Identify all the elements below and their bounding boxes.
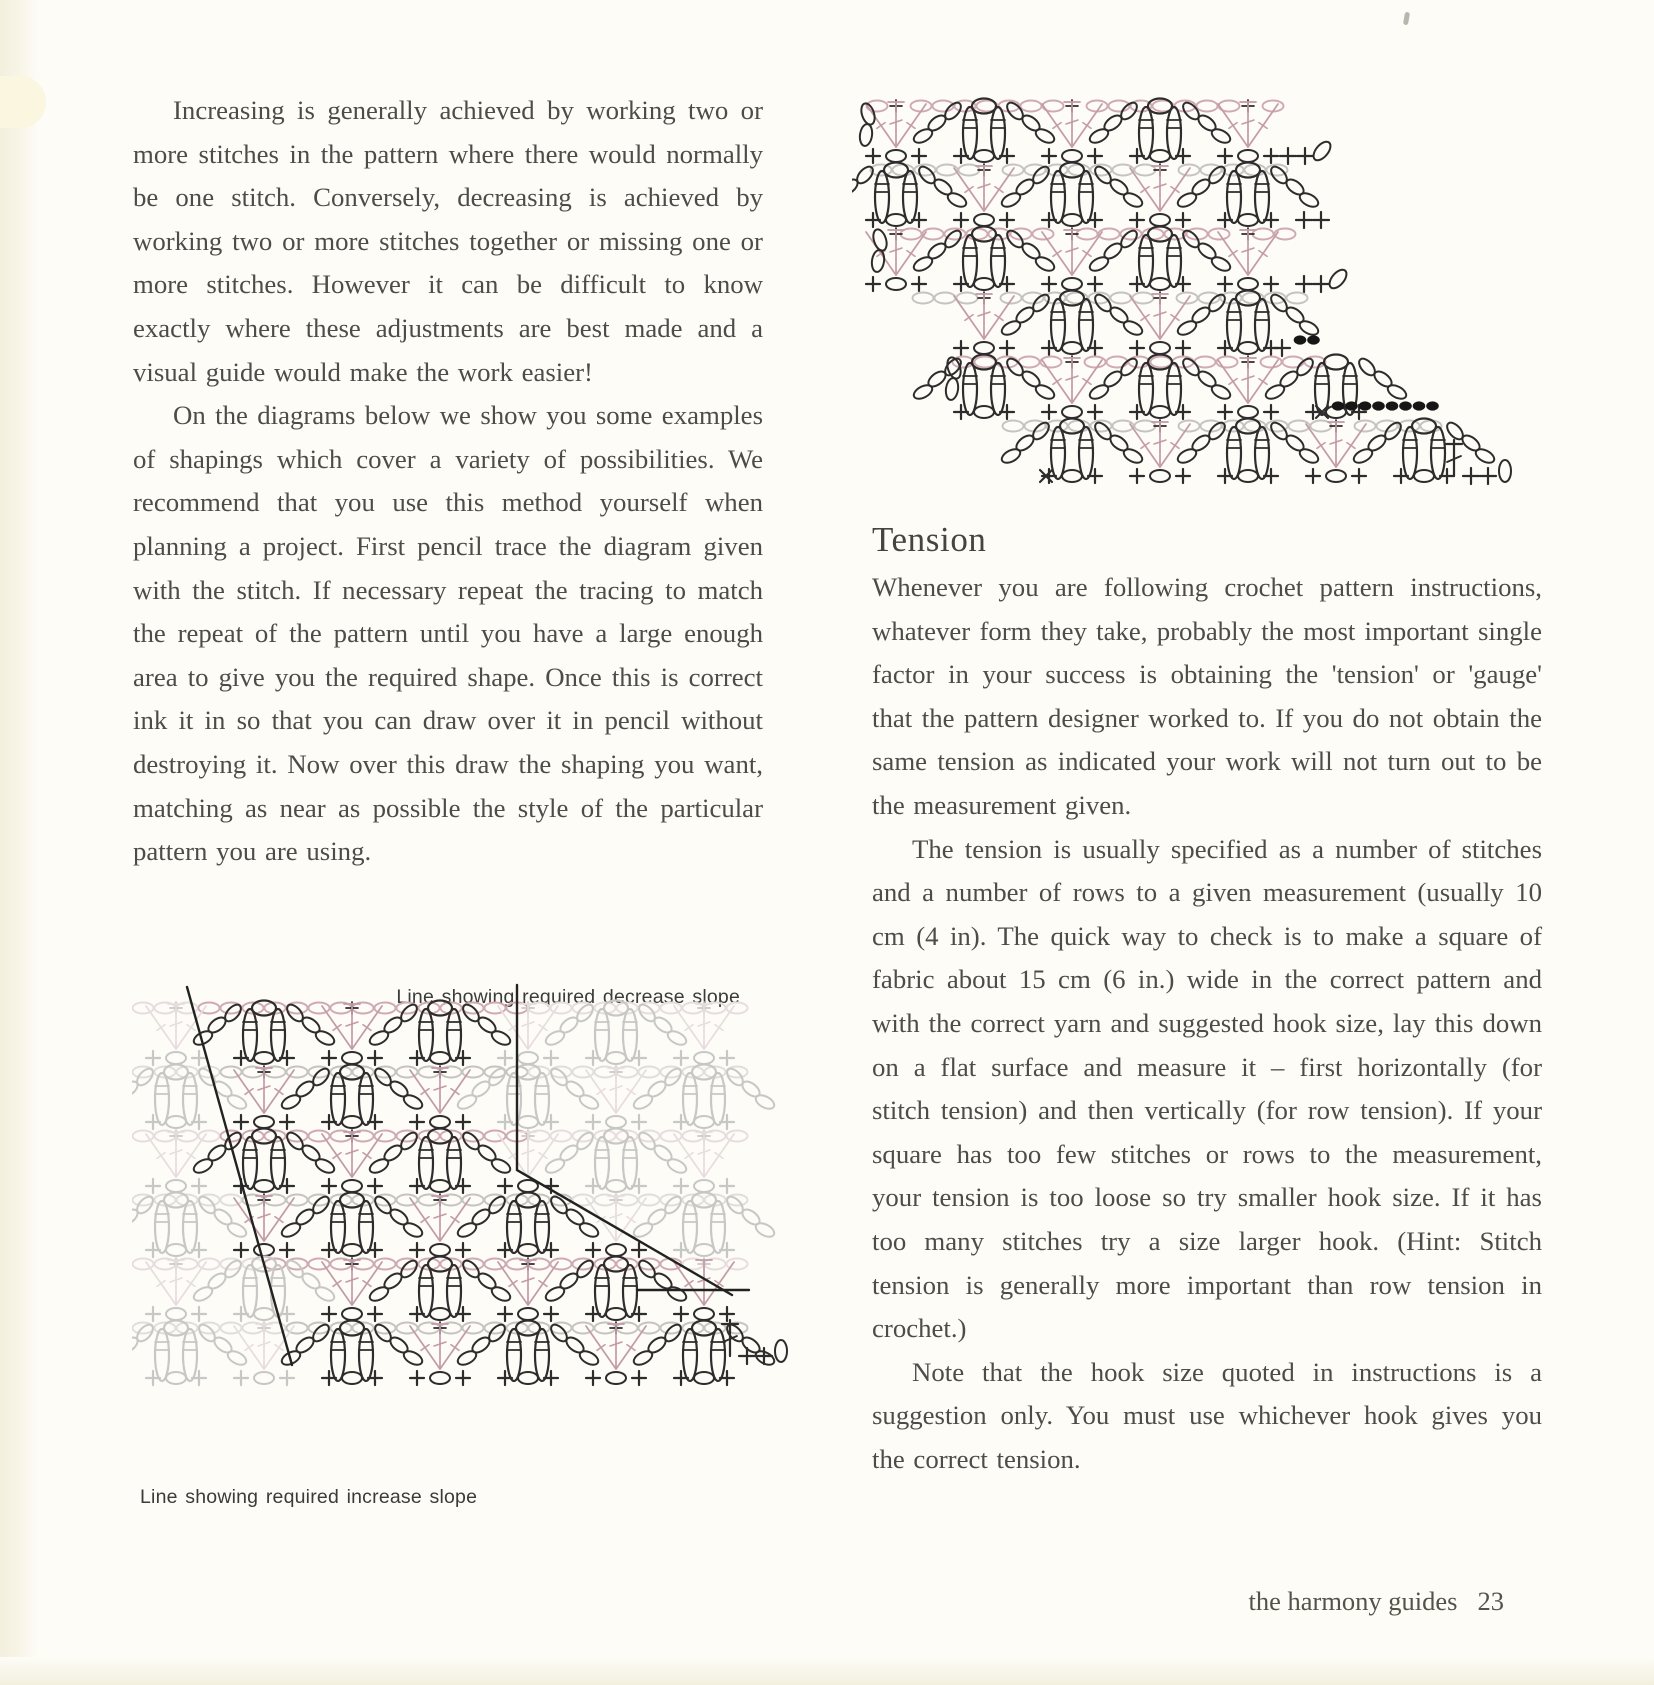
paragraph-increasing: Increasing is generally achieved by working two or more stitches in the pattern where there would normally be one stitch. Conversely, decreasing is achieved by working two or more stitches together or missing one or more stitches. However it can be difficult to know exactly where these adjustments are best made and a visual guide would make the work easier! <box>133 95 763 387</box>
crochet-increase-slope-chart <box>132 982 792 1418</box>
caption-decrease-slope: Line showing required decrease slope <box>396 986 740 1008</box>
page-edge-shadow-bottom <box>0 1657 1654 1685</box>
scan-artifact <box>1403 12 1410 26</box>
scan-blot <box>0 76 46 128</box>
page-number: 23 <box>1477 1586 1504 1616</box>
left-text-column <box>133 89 763 874</box>
right-text-column <box>872 566 1542 1481</box>
footer-title: the harmony guides <box>1248 1586 1458 1616</box>
paragraph-tension-intro: Whenever you are following crochet pattern instructions, whatever form they take, probably the most important single factor in your success is obtaining the 'tension' or 'gauge' that the pattern designer worked to. If you do not obtain the same tension as indicated your work will not turn out to be the measurement given. <box>872 572 1542 820</box>
crochet-decrease-slope-chart <box>852 88 1512 500</box>
paragraph-hook-note: Note that the hook size quoted in instructions is a suggestion only. You must use whichever hook gives you the correct tension. <box>872 1356 1542 1474</box>
paragraph-tension-detail: The tension is usually specified as a number of stitches and a number of rows to a given measurement (usually 10 cm (4 in). The quick way to check is to make a square of fabric about 15 cm (6 in.) wide in the correct pattern and with the correct yarn and suggested hook size, lay this down on a flat surface and measure it – first horizontally (for stitch tension) and then vertically (for row tension). If your square has too few stitches or rows to the measurement, your tension is too loose so try smaller hook size. If it has too many stitches try a size larger hook. (Hint: Stitch tension is generally more important than row tension in crochet.) <box>872 833 1542 1344</box>
paragraph-diagrams: On the diagrams below we show you some examples of shapings which cover a variety of possibilities. We recommend that you use this method yourself when planning a project. First pencil trace the diagram given with the stitch. If necessary repeat the tracing to match the repeat of the pattern until you have a large enough area to give you the required shape. Once this is correct ink it in so that you can draw over it in pencil without destroying it. Now over this draw the shaping you want, matching as near as possible the style of the particular pattern you are using. <box>133 400 763 867</box>
caption-increase-slope: Line showing required increase slope <box>140 1486 478 1508</box>
page-footer <box>1160 1586 1504 1617</box>
section-heading-tension: Tension <box>872 520 987 559</box>
page-edge-shadow-left <box>0 0 38 1685</box>
